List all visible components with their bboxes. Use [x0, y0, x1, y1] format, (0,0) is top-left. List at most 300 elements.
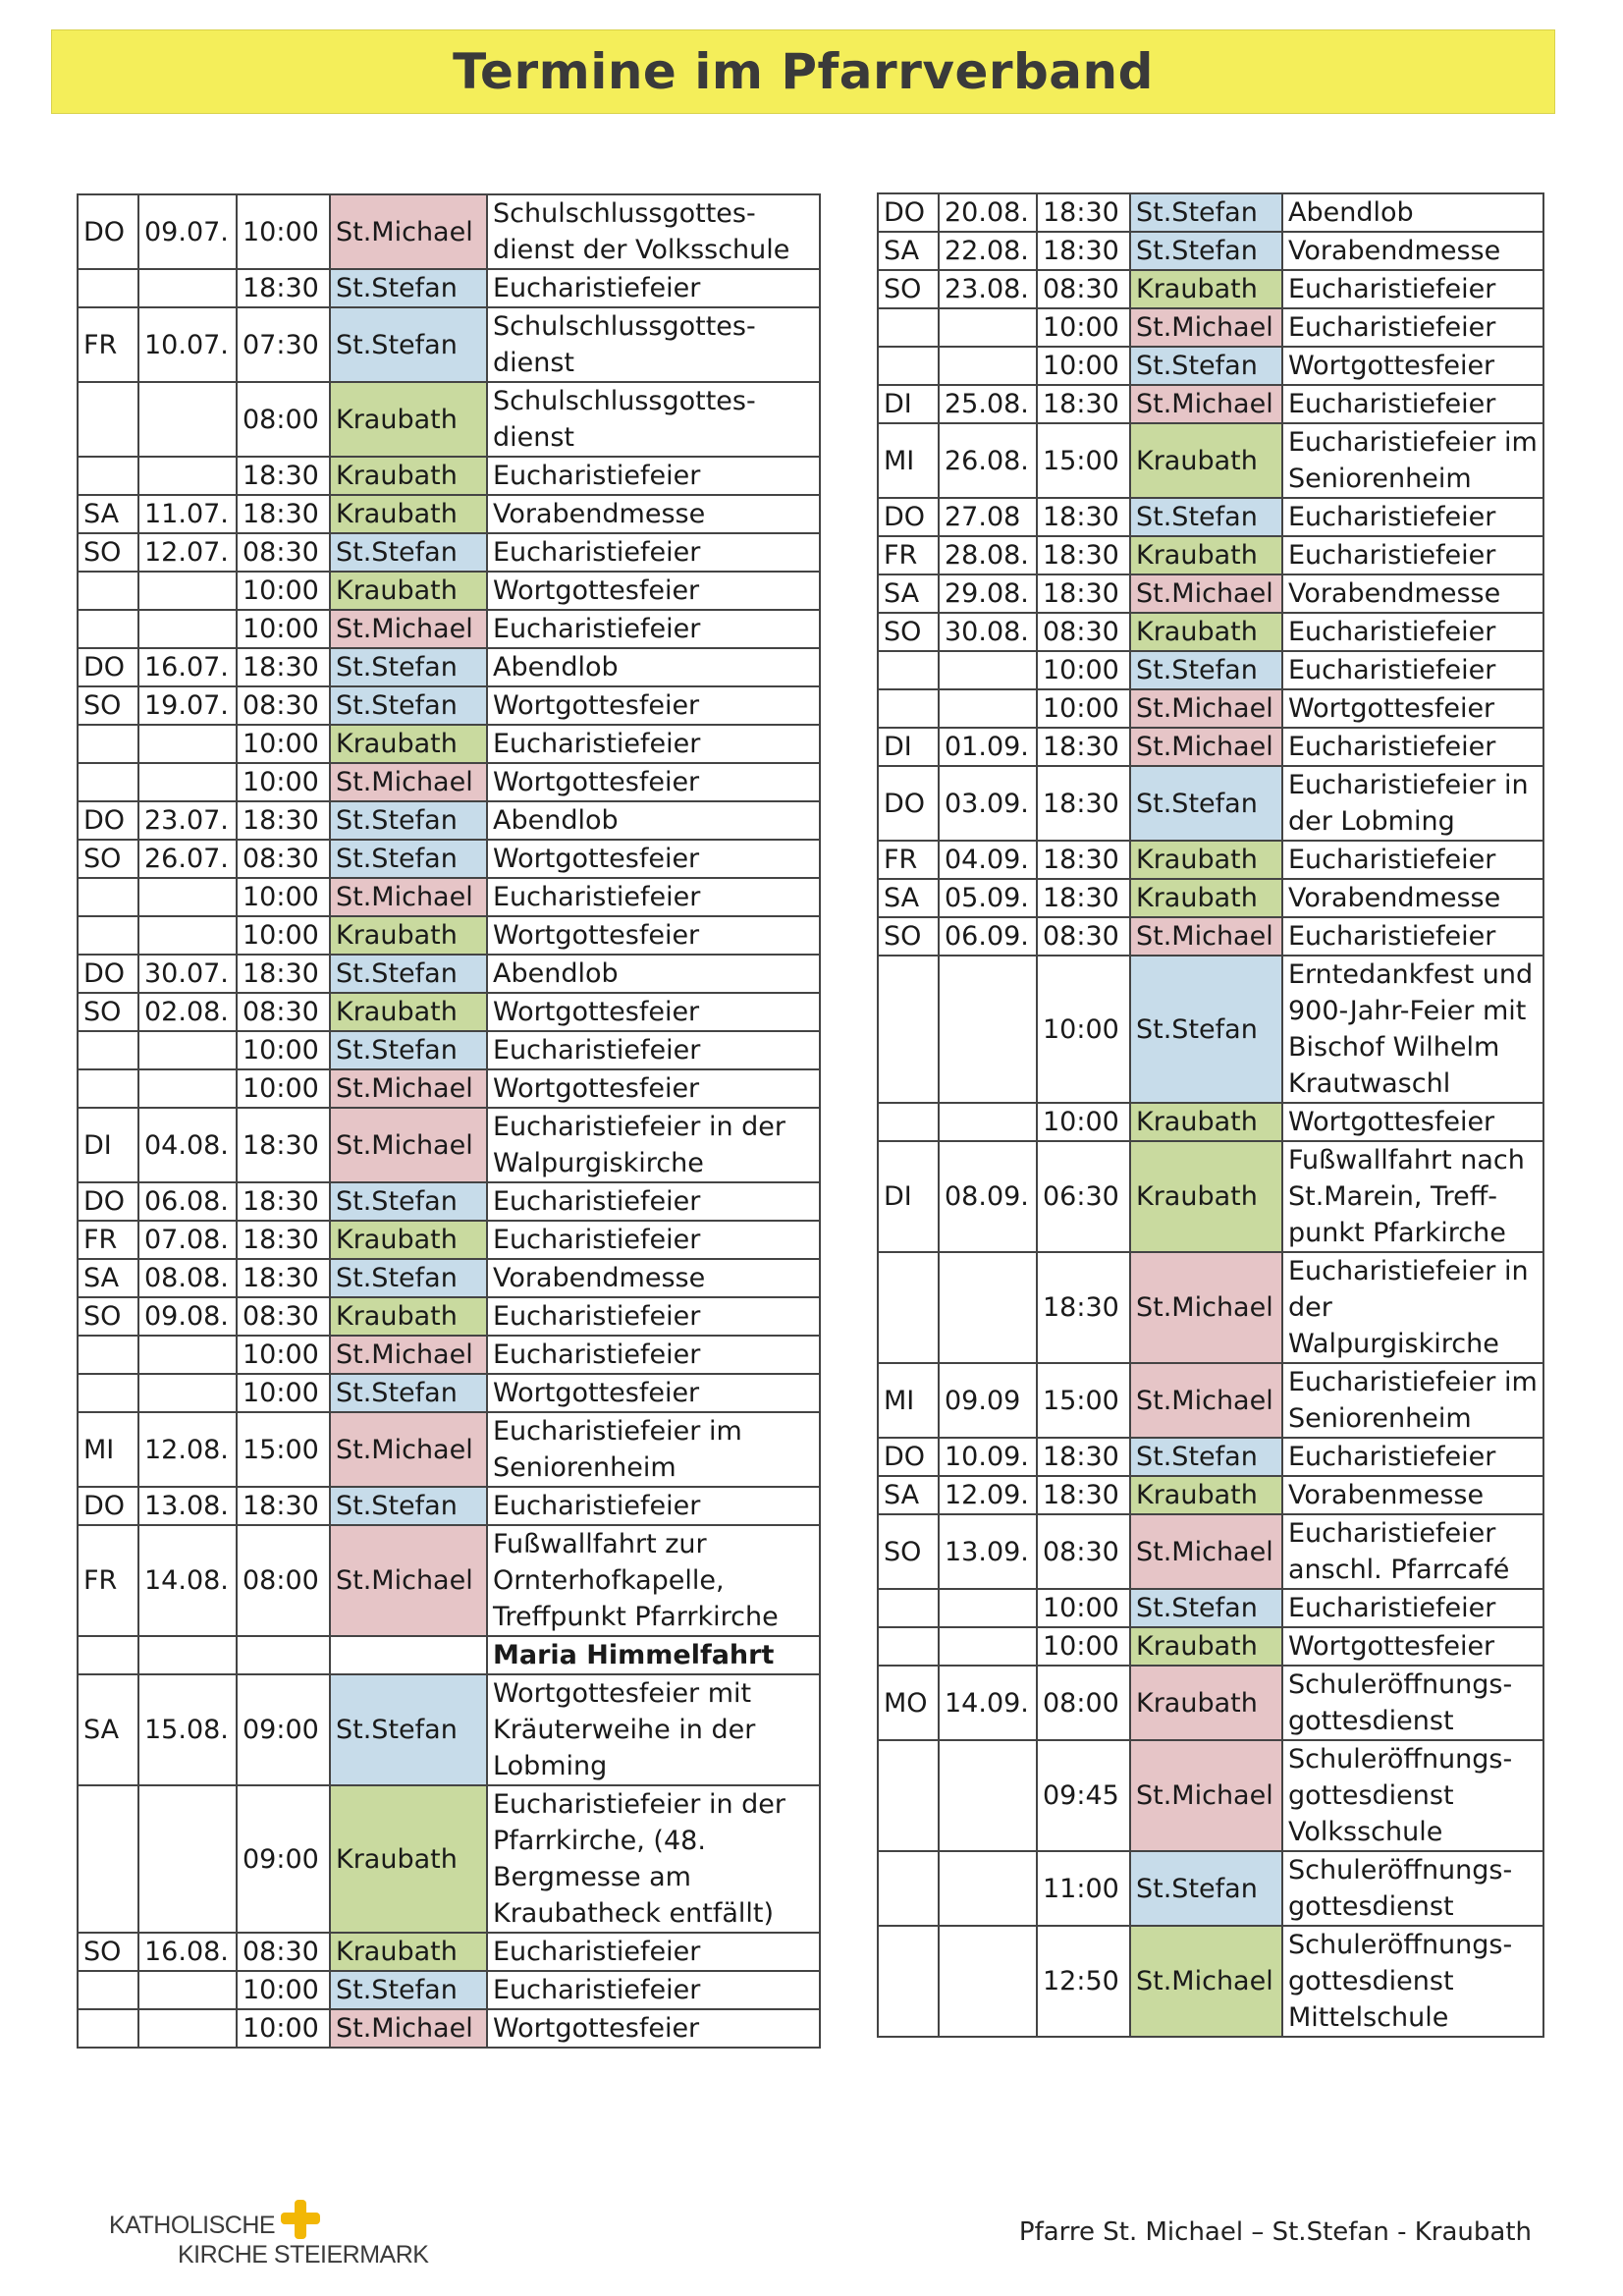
event-cell: Maria Himmelfahrt [487, 1636, 820, 1674]
event-cell: Vorabendmesse [1282, 879, 1543, 917]
time-cell: 08:30 [237, 840, 330, 878]
event-cell: Schuleröffnungs- gottesdienst [1282, 1666, 1543, 1740]
time-cell: 06:30 [1037, 1141, 1130, 1252]
day-cell: DI [78, 1108, 138, 1182]
date-cell: 09.09 [939, 1363, 1037, 1438]
time-cell: 18:30 [1037, 193, 1130, 232]
date-cell: 25.08. [939, 385, 1037, 423]
time-cell [237, 1636, 330, 1674]
event-cell: Wortgottesfeier [1282, 689, 1543, 728]
event-cell: Eucharistiefeier im Seniorenheim [1282, 423, 1543, 498]
event-cell: Vorabendmesse [487, 495, 820, 533]
place-cell: St.Michael [1130, 308, 1282, 347]
place-cell: St.Stefan [330, 686, 487, 725]
table-row [78, 878, 820, 916]
event-cell: Fußwallfahrt nach St.Marein, Treff- punkt Pfarkirche [1282, 1141, 1543, 1252]
date-cell [138, 457, 237, 495]
time-cell: 18:30 [237, 495, 330, 533]
date-cell: 14.08. [138, 1525, 237, 1636]
day-cell: SA [878, 1476, 939, 1514]
date-cell: 07.08. [138, 1221, 237, 1259]
table-row [78, 1336, 820, 1374]
time-cell: 18:30 [1037, 728, 1130, 766]
day-cell: SA [878, 879, 939, 917]
event-cell: Eucharistiefeier in der Walpurgiskirche [1282, 1252, 1543, 1363]
date-cell: 05.09. [939, 879, 1037, 917]
time-cell: 08:00 [237, 382, 330, 457]
place-cell: Kraubath [1130, 1476, 1282, 1514]
table-row [78, 993, 820, 1031]
event-cell: Erntedankfest und 900-Jahr-Feier mit Bischof Wilhelm Krautwaschl [1282, 956, 1543, 1103]
time-cell: 10:00 [237, 610, 330, 648]
place-cell: Kraubath [330, 725, 487, 763]
table-row [78, 610, 820, 648]
place-cell: St.Michael [330, 1069, 487, 1108]
table-row [878, 498, 1543, 536]
date-cell: 06.08. [138, 1182, 237, 1221]
table-row [878, 1666, 1543, 1740]
event-cell: Eucharistiefeier [1282, 385, 1543, 423]
day-cell: SO [78, 840, 138, 878]
table-row [78, 1374, 820, 1412]
table-row [78, 1933, 820, 1971]
day-cell: SO [78, 1933, 138, 1971]
event-cell: Eucharistiefeier [487, 1221, 820, 1259]
table-row [878, 193, 1543, 232]
event-cell: Schuleröffnungs- gottesdienst Mittelschule [1282, 1926, 1543, 2037]
time-cell: 10:00 [1037, 1103, 1130, 1141]
day-cell: FR [78, 307, 138, 382]
table-row [78, 725, 820, 763]
place-cell: St.Stefan [330, 307, 487, 382]
day-cell: MI [878, 423, 939, 498]
event-cell: Vorabendmesse [1282, 232, 1543, 270]
day-cell [878, 347, 939, 385]
date-cell: 30.08. [939, 613, 1037, 651]
time-cell: 08:30 [1037, 1514, 1130, 1589]
time-cell: 10:00 [1037, 1589, 1130, 1627]
date-cell [138, 1069, 237, 1108]
event-cell: Eucharistiefeier [487, 1336, 820, 1374]
time-cell: 10:00 [237, 1971, 330, 2009]
place-cell: Kraubath [330, 572, 487, 610]
place-cell: Kraubath [1130, 1141, 1282, 1252]
table-row [878, 574, 1543, 613]
date-cell: 23.08. [939, 270, 1037, 308]
time-cell: 10:00 [237, 763, 330, 801]
time-cell: 18:30 [237, 1487, 330, 1525]
place-cell: St.Michael [1130, 917, 1282, 956]
day-cell: SO [78, 993, 138, 1031]
day-cell: SA [878, 574, 939, 613]
table-row [878, 766, 1543, 841]
day-cell: DO [878, 498, 939, 536]
table-row [878, 347, 1543, 385]
event-cell: Eucharistiefeier anschl. Pfarrcafé [1282, 1514, 1543, 1589]
time-cell: 18:30 [237, 269, 330, 307]
date-cell: 01.09. [939, 728, 1037, 766]
event-cell: Eucharistiefeier im Seniorenheim [1282, 1363, 1543, 1438]
event-cell: Eucharistiefeier [1282, 536, 1543, 574]
date-cell: 28.08. [939, 536, 1037, 574]
table-row [878, 1740, 1543, 1851]
day-cell [78, 269, 138, 307]
day-cell: DO [878, 1438, 939, 1476]
event-cell: Eucharistiefeier [487, 533, 820, 572]
event-cell: Eucharistiefeier im Seniorenheim [487, 1412, 820, 1487]
date-cell [939, 1851, 1037, 1926]
day-cell [78, 1374, 138, 1412]
time-cell: 08:30 [1037, 270, 1130, 308]
date-cell: 16.08. [138, 1933, 237, 1971]
event-cell: Eucharistiefeier in der Walpurgiskirche [487, 1108, 820, 1182]
day-cell [878, 1627, 939, 1666]
place-cell: St.Michael [330, 1412, 487, 1487]
date-cell: 26.08. [939, 423, 1037, 498]
event-cell: Eucharistiefeier [487, 1933, 820, 1971]
place-cell: Kraubath [330, 1297, 487, 1336]
time-cell: 08:30 [237, 533, 330, 572]
time-cell: 18:30 [1037, 879, 1130, 917]
table-row [78, 1259, 820, 1297]
date-cell: 13.08. [138, 1487, 237, 1525]
schedule-body-right [878, 193, 1543, 2037]
date-cell: 26.07. [138, 840, 237, 878]
time-cell: 18:30 [237, 1259, 330, 1297]
day-cell: FR [78, 1525, 138, 1636]
day-cell [78, 725, 138, 763]
event-cell: Eucharistiefeier [487, 269, 820, 307]
date-cell [939, 1252, 1037, 1363]
date-cell: 13.09. [939, 1514, 1037, 1589]
place-cell: St.Stefan [1130, 193, 1282, 232]
event-cell: Eucharistiefeier [487, 1182, 820, 1221]
place-cell: Kraubath [330, 495, 487, 533]
table-row [878, 1627, 1543, 1666]
date-cell: 12.08. [138, 1412, 237, 1487]
event-cell: Eucharistiefeier [1282, 308, 1543, 347]
time-cell: 10:00 [1037, 651, 1130, 689]
day-cell: SO [878, 613, 939, 651]
time-cell: 18:30 [1037, 1252, 1130, 1363]
time-cell: 08:00 [237, 1525, 330, 1636]
place-cell: St.Michael [1130, 689, 1282, 728]
table-row [78, 648, 820, 686]
time-cell: 08:30 [1037, 613, 1130, 651]
day-cell: FR [878, 536, 939, 574]
date-cell [138, 572, 237, 610]
day-cell: MI [878, 1363, 939, 1438]
event-cell: Eucharistiefeier [487, 1031, 820, 1069]
table-row [78, 1674, 820, 1785]
place-cell: St.Stefan [330, 840, 487, 878]
place-cell [330, 1636, 487, 1674]
time-cell: 10:00 [1037, 689, 1130, 728]
footer-parishes: Pfarre St. Michael – St.Stefan - Kraubath [1018, 2217, 1532, 2247]
event-cell: Vorabenmesse [1282, 1476, 1543, 1514]
date-cell: 09.07. [138, 194, 237, 269]
day-cell [78, 1785, 138, 1933]
place-cell: St.Stefan [1130, 498, 1282, 536]
table-row [78, 801, 820, 840]
table-row [878, 308, 1543, 347]
time-cell: 18:30 [1037, 536, 1130, 574]
day-cell [78, 382, 138, 457]
cross-icon [281, 2200, 320, 2239]
place-cell: St.Stefan [330, 648, 487, 686]
table-row [878, 270, 1543, 308]
time-cell: 18:30 [1037, 574, 1130, 613]
place-cell: St.Stefan [330, 1031, 487, 1069]
place-cell: St.Stefan [1130, 1438, 1282, 1476]
date-cell [138, 1374, 237, 1412]
table-row [878, 1851, 1543, 1926]
event-cell: Eucharistiefeier [487, 1487, 820, 1525]
day-cell [78, 610, 138, 648]
logo-line1: KATHOLISCHE [109, 2212, 276, 2239]
day-cell [78, 457, 138, 495]
date-cell: 30.07. [138, 955, 237, 993]
day-cell [878, 651, 939, 689]
place-cell: St.Michael [330, 2009, 487, 2048]
table-row [78, 1412, 820, 1487]
place-cell: Kraubath [1130, 1103, 1282, 1141]
event-cell: Eucharistiefeier in der Pfarrkirche, (48. Bergmesse am Kraubatheck entfällt) [487, 1785, 820, 1933]
time-cell: 10:00 [237, 194, 330, 269]
date-cell: 15.08. [138, 1674, 237, 1785]
time-cell: 08:30 [237, 1933, 330, 1971]
event-cell: Eucharistiefeier [487, 1971, 820, 2009]
day-cell: DI [878, 385, 939, 423]
table-row [78, 495, 820, 533]
date-cell [138, 610, 237, 648]
time-cell: 18:30 [237, 648, 330, 686]
day-cell [878, 1740, 939, 1851]
time-cell: 18:30 [237, 801, 330, 840]
event-cell: Eucharistiefeier [1282, 1438, 1543, 1476]
day-cell [78, 2009, 138, 2048]
time-cell: 18:30 [1037, 1438, 1130, 1476]
date-cell: 22.08. [939, 232, 1037, 270]
time-cell: 08:00 [1037, 1666, 1130, 1740]
date-cell: 10.09. [939, 1438, 1037, 1476]
table-row [878, 423, 1543, 498]
place-cell: St.Stefan [330, 1374, 487, 1412]
table-row [78, 1785, 820, 1933]
day-cell: DO [78, 801, 138, 840]
event-cell: Wortgottesfeier [487, 840, 820, 878]
place-cell: Kraubath [330, 993, 487, 1031]
time-cell: 18:30 [1037, 766, 1130, 841]
place-cell: St.Michael [330, 610, 487, 648]
place-cell: St.Stefan [330, 1971, 487, 2009]
place-cell: St.Michael [1130, 1926, 1282, 2037]
date-cell: 12.07. [138, 533, 237, 572]
date-cell: 08.09. [939, 1141, 1037, 1252]
place-cell: St.Stefan [330, 801, 487, 840]
place-cell: St.Stefan [330, 1259, 487, 1297]
event-cell: Wortgottesfeier [487, 2009, 820, 2048]
table-row [878, 1438, 1543, 1476]
date-cell: 16.07. [138, 648, 237, 686]
place-cell: St.Stefan [1130, 651, 1282, 689]
place-cell: St.Michael [1130, 1740, 1282, 1851]
table-row [78, 1636, 820, 1674]
date-cell [138, 269, 237, 307]
place-cell: St.Michael [1130, 574, 1282, 613]
event-cell: Wortgottesfeier [487, 916, 820, 955]
event-cell: Eucharistiefeier [487, 725, 820, 763]
table-row [78, 1487, 820, 1525]
table-row [878, 385, 1543, 423]
date-cell: 23.07. [138, 801, 237, 840]
day-cell [78, 1636, 138, 1674]
time-cell: 18:30 [237, 1182, 330, 1221]
date-cell [138, 2009, 237, 2048]
place-cell: Kraubath [1130, 1627, 1282, 1666]
date-cell: 08.08. [138, 1259, 237, 1297]
event-cell: Wortgottesfeier [487, 763, 820, 801]
event-cell: Abendlob [487, 955, 820, 993]
date-cell [138, 878, 237, 916]
event-cell: Schulschlussgottes- dienst der Volksschule [487, 194, 820, 269]
date-cell [939, 956, 1037, 1103]
date-cell [138, 916, 237, 955]
place-cell: St.Michael [330, 1108, 487, 1182]
event-cell: Wortgottesfeier [487, 572, 820, 610]
date-cell: 02.08. [138, 993, 237, 1031]
table-row [878, 1514, 1543, 1589]
place-cell: St.Stefan [1130, 232, 1282, 270]
table-row [878, 956, 1543, 1103]
event-cell: Eucharistiefeier [1282, 917, 1543, 956]
time-cell: 09:45 [1037, 1740, 1130, 1851]
time-cell: 08:30 [237, 686, 330, 725]
time-cell: 10:00 [1037, 347, 1130, 385]
day-cell: SA [78, 1259, 138, 1297]
event-cell: Abendlob [487, 648, 820, 686]
event-cell: Eucharistiefeier [1282, 498, 1543, 536]
date-cell: 09.08. [138, 1297, 237, 1336]
event-cell: Eucharistiefeier [1282, 1589, 1543, 1627]
date-cell [939, 689, 1037, 728]
event-cell: Abendlob [487, 801, 820, 840]
table-row [878, 1103, 1543, 1141]
table-row [878, 1476, 1543, 1514]
date-cell [939, 1589, 1037, 1627]
day-cell: MO [878, 1666, 939, 1740]
day-cell: DI [878, 728, 939, 766]
place-cell: St.Michael [330, 1336, 487, 1374]
place-cell: St.Michael [1130, 1514, 1282, 1589]
date-cell: 10.07. [138, 307, 237, 382]
event-cell: Vorabendmesse [1282, 574, 1543, 613]
table-row [78, 686, 820, 725]
place-cell: Kraubath [330, 1933, 487, 1971]
place-cell: St.Stefan [330, 269, 487, 307]
day-cell [78, 763, 138, 801]
event-cell: Eucharistiefeier [1282, 613, 1543, 651]
event-cell: Eucharistiefeier [1282, 841, 1543, 879]
time-cell: 10:00 [237, 1031, 330, 1069]
time-cell: 12:50 [1037, 1926, 1130, 2037]
day-cell: DI [878, 1141, 939, 1252]
day-cell [78, 1031, 138, 1069]
place-cell: Kraubath [1130, 1666, 1282, 1740]
day-cell: SO [78, 533, 138, 572]
table-row [78, 194, 820, 269]
day-cell: DO [878, 193, 939, 232]
date-cell: 19.07. [138, 686, 237, 725]
place-cell: Kraubath [1130, 536, 1282, 574]
place-cell: St.Stefan [330, 1487, 487, 1525]
page-title: Termine im Pfarrverband [453, 43, 1154, 100]
date-cell: 14.09. [939, 1666, 1037, 1740]
place-cell: St.Michael [1130, 728, 1282, 766]
event-cell: Wortgottesfeier [487, 1069, 820, 1108]
day-cell: FR [78, 1221, 138, 1259]
table-row [878, 613, 1543, 651]
day-cell [878, 689, 939, 728]
date-cell: 20.08. [939, 193, 1037, 232]
date-cell [138, 1336, 237, 1374]
event-cell: Vorabendmesse [487, 1259, 820, 1297]
table-row [78, 916, 820, 955]
place-cell: St.Stefan [330, 955, 487, 993]
table-row [78, 382, 820, 457]
date-cell [939, 347, 1037, 385]
event-cell: Schulschlussgottes- dienst [487, 307, 820, 382]
date-cell [939, 1103, 1037, 1141]
event-cell: Eucharistiefeier [487, 610, 820, 648]
event-cell: Wortgottesfeier [1282, 1103, 1543, 1141]
event-cell: Eucharistiefeier [487, 457, 820, 495]
time-cell: 15:00 [1037, 1363, 1130, 1438]
day-cell [78, 1971, 138, 2009]
table-row [78, 307, 820, 382]
place-cell: St.Stefan [1130, 1589, 1282, 1627]
place-cell: St.Michael [1130, 385, 1282, 423]
table-row [78, 840, 820, 878]
time-cell: 08:30 [237, 1297, 330, 1336]
time-cell: 18:30 [1037, 232, 1130, 270]
date-cell: 03.09. [939, 766, 1037, 841]
time-cell: 10:00 [237, 1336, 330, 1374]
day-cell: MI [78, 1412, 138, 1487]
day-cell: SA [78, 1674, 138, 1785]
place-cell: St.Stefan [1130, 347, 1282, 385]
date-cell [939, 1627, 1037, 1666]
day-cell: DO [78, 648, 138, 686]
time-cell: 10:00 [237, 878, 330, 916]
event-cell: Schulschlussgottes- dienst [487, 382, 820, 457]
day-cell: DO [78, 1182, 138, 1221]
place-cell: St.Michael [330, 878, 487, 916]
day-cell [78, 1336, 138, 1374]
event-cell: Eucharistiefeier in der Lobming [1282, 766, 1543, 841]
time-cell: 10:00 [1037, 1627, 1130, 1666]
time-cell: 07:30 [237, 307, 330, 382]
day-cell: SO [878, 270, 939, 308]
title-banner [51, 29, 1555, 114]
table-row [878, 1363, 1543, 1438]
place-cell: Kraubath [1130, 423, 1282, 498]
date-cell: 27.08 [939, 498, 1037, 536]
table-row [878, 728, 1543, 766]
time-cell: 18:30 [237, 1221, 330, 1259]
table-row [878, 1926, 1543, 2037]
place-cell: Kraubath [1130, 270, 1282, 308]
